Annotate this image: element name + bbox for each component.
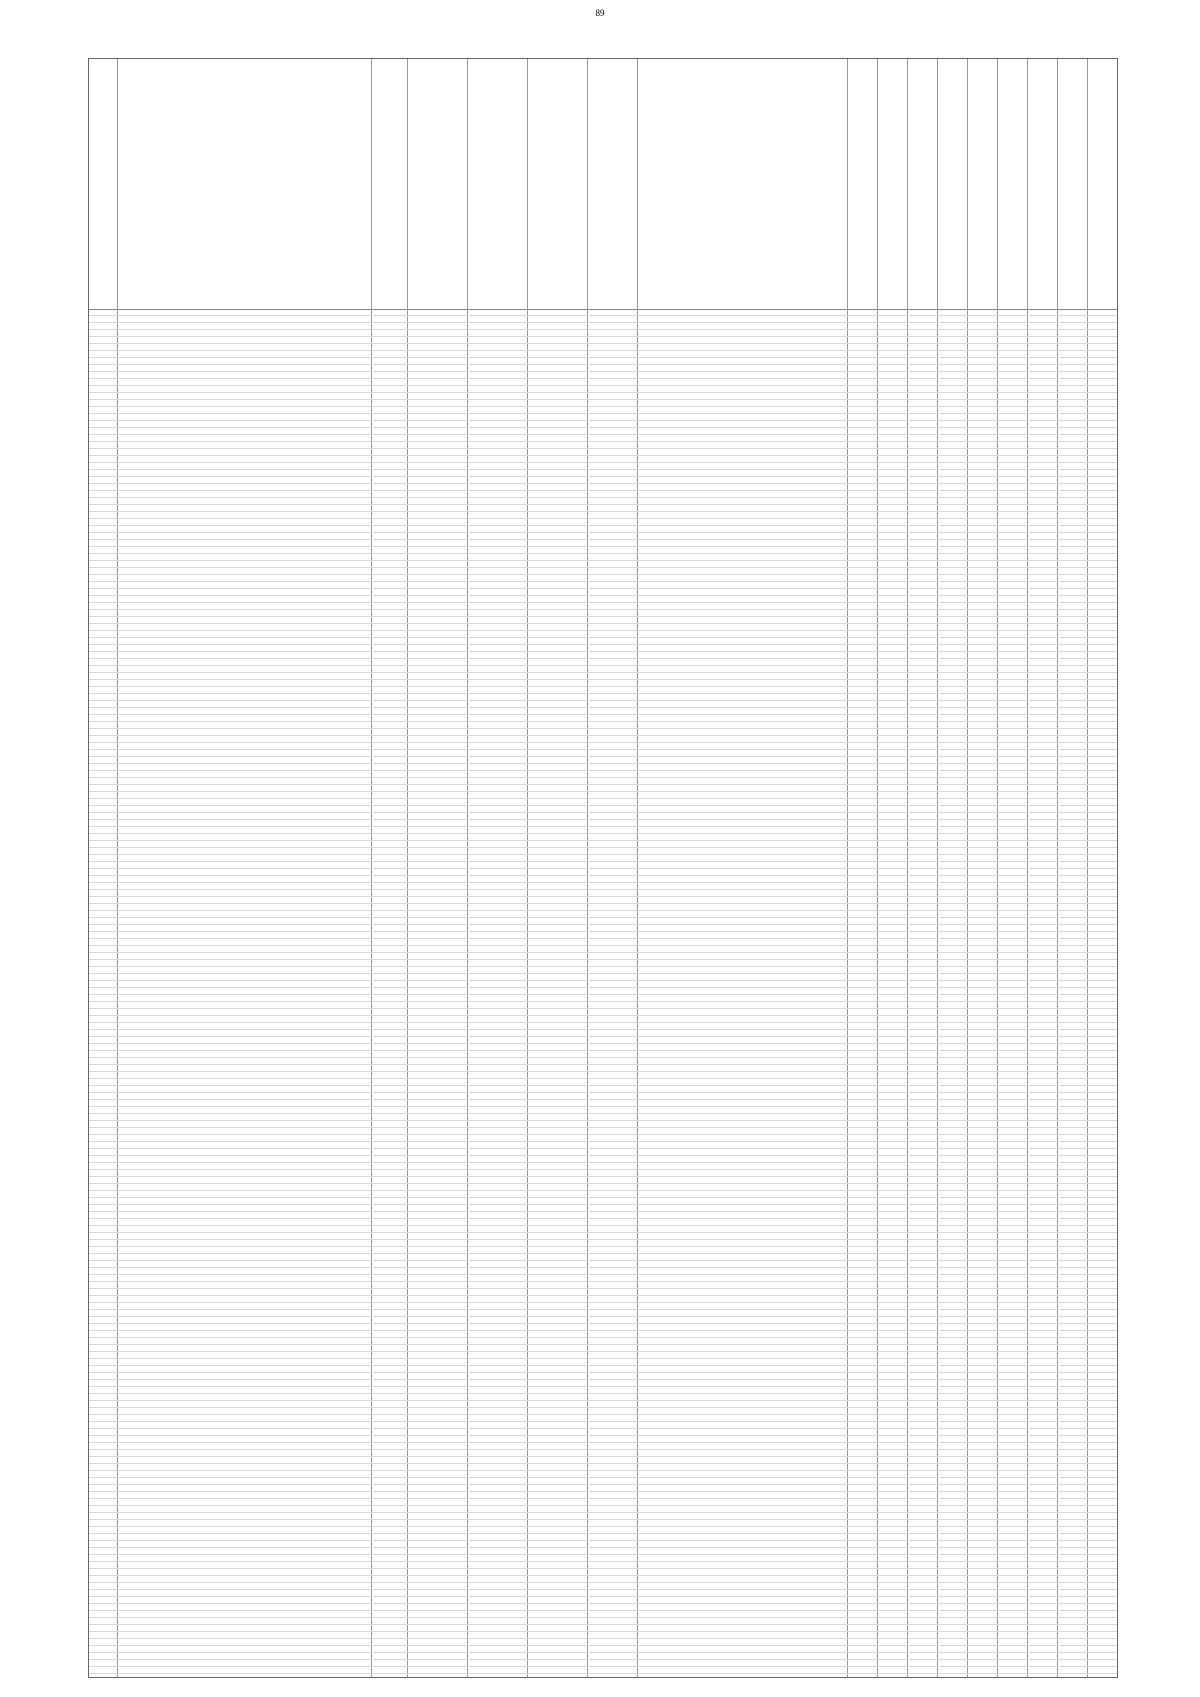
- table-header: [89, 59, 1117, 310]
- document-table: [88, 58, 1118, 1678]
- table-body: [89, 309, 1117, 1677]
- page-number: 89: [595, 8, 605, 18]
